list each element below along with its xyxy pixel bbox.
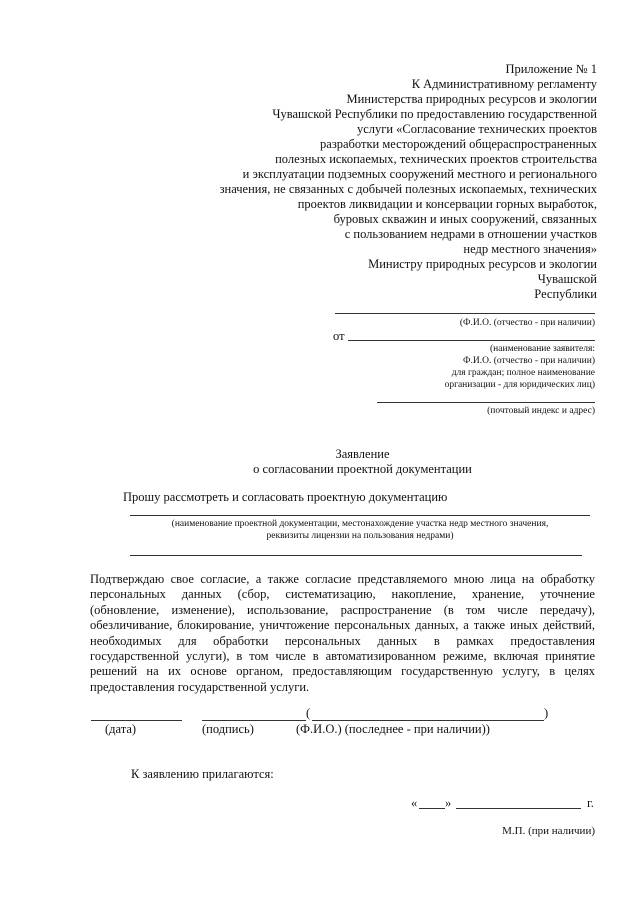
consent-line: решений на их основе органом, предоставляющим государственную услугу, в целях xyxy=(90,664,595,679)
header-line: К Административному регламенту xyxy=(411,77,597,91)
consent-line: (обновление, изменение), использование, распространение (в том числе передачу), xyxy=(90,602,595,617)
header-line: Чувашской Республики по предоставлению государственной xyxy=(272,107,597,121)
consent-line: предоставления государственной услуги. xyxy=(90,679,310,694)
applicant-caption: организации - для юридических лиц) xyxy=(444,380,595,390)
fio-caption: (Ф.И.О. (отчество - при наличии) xyxy=(459,318,595,328)
document-title: Заявление xyxy=(335,447,390,461)
header-line: значения, не связанных с добычей полезных ископаемых, технических xyxy=(219,182,597,196)
header-line: услуги «Согласование технических проектов xyxy=(356,122,597,136)
signature-label: (подпись) xyxy=(202,722,254,736)
document-subtitle: о согласовании проектной документации xyxy=(253,462,472,476)
fio-close-paren: ) xyxy=(544,706,549,720)
day-line[interactable] xyxy=(419,808,445,809)
address-line[interactable] xyxy=(377,402,595,403)
header-line: и эксплуатации подземных сооружений местного и регионального xyxy=(242,167,597,181)
year-suffix: г. xyxy=(587,796,594,810)
date-label: (дата) xyxy=(105,722,137,736)
header-line: Министерства природных ресурсов и экологии xyxy=(346,92,597,106)
consent-paragraph xyxy=(90,572,595,695)
consent-line: обезличивание, блокирование, уничтожение персональных данных, а также иных действий, xyxy=(90,618,595,633)
fio-open-paren: ( xyxy=(306,706,311,720)
addressee-fio-line[interactable] xyxy=(335,313,595,314)
project-doc-line[interactable] xyxy=(130,515,590,516)
header-line: проектов ликвидации и консервации горных выработок, xyxy=(297,197,597,211)
attachments-label: К заявлению прилагаются: xyxy=(131,767,274,781)
fio-line[interactable] xyxy=(312,720,544,721)
applicant-caption: для граждан; полное наименование xyxy=(451,368,595,378)
header-line: Министру природных ресурсов и экологии xyxy=(368,257,597,271)
consent-line: необходимых для обработки персональных данных в рамках предоставления xyxy=(90,633,595,648)
header-line: недр местного значения» xyxy=(463,242,597,256)
header-line: полезных ископаемых, технических проектов строительства xyxy=(275,152,597,166)
quote-close: » xyxy=(445,796,452,810)
header-line: разработки месторождений общераспространенных xyxy=(320,137,597,151)
applicant-caption: Ф.И.О. (отчество - при наличии) xyxy=(463,356,595,366)
fio-label: (Ф.И.О.) (последнее - при наличии)) xyxy=(296,722,490,736)
address-caption: (почтовый индекс и адрес) xyxy=(487,406,595,416)
quote-open: « xyxy=(411,796,418,810)
request-text: Прошу рассмотреть и согласовать проектную документацию xyxy=(123,490,448,504)
header-line: с пользованием недрами в отношении участков xyxy=(344,227,597,241)
from-label: от xyxy=(333,329,345,343)
signature-line[interactable] xyxy=(202,720,306,721)
applicant-caption: (наименование заявителя: xyxy=(490,344,595,354)
month-line[interactable] xyxy=(456,808,581,809)
header-line: Чувашской xyxy=(537,272,597,286)
project-doc-line-2[interactable] xyxy=(130,555,582,556)
consent-line: государственной услуги), в том числе в автоматизированном режиме, включая принятие xyxy=(90,649,595,664)
request-caption: реквизиты лицензии на пользования недрами) xyxy=(266,531,454,541)
applicant-line[interactable] xyxy=(348,340,595,341)
request-caption: (наименование проектной документации, местонахождение участка недр местного значения, xyxy=(171,519,549,529)
header-line: буровых скважин и иных сооружений, связанных xyxy=(333,212,597,226)
consent-line: Подтверждаю свое согласие, а также согласие представляемого мною лица на обработку xyxy=(90,572,595,586)
consent-line: персональных данных (сбор, систематизацию, накопление, хранение, уточнение xyxy=(90,587,595,602)
header-line: Республики xyxy=(534,287,597,301)
date-line[interactable] xyxy=(91,720,182,721)
header-line: Приложение № 1 xyxy=(505,62,597,76)
stamp-label: М.П. (при наличии) xyxy=(502,825,595,837)
